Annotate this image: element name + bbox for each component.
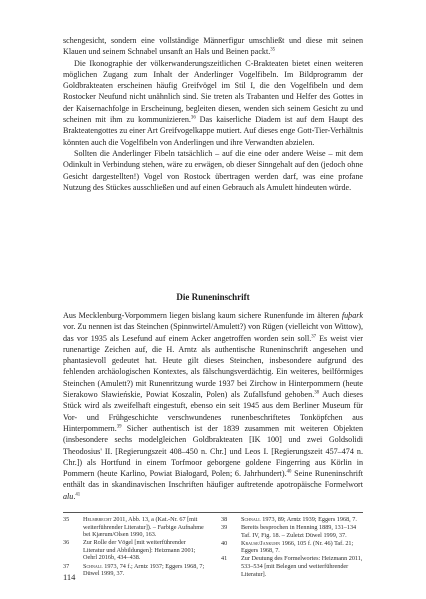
footnotes-left-column: [63, 516, 205, 578]
footnote-ref-40[interactable]: 40: [286, 469, 292, 475]
footnote-ref-39[interactable]: 39: [116, 424, 122, 430]
futhark-term: fuþark: [341, 311, 363, 320]
footnote-40: 40 Krause/Jankuhn 1966, 105 f. (Nr. 46) Taf. 21; Eggers 1968, 7.: [221, 539, 354, 555]
footnote-ref-38[interactable]: 38: [314, 390, 320, 396]
footnote-ref-37[interactable]: 37: [311, 333, 317, 339]
paragraph-runic: Aus Mecklenburg-Vorpommern liegen bislang kaum sichere Runenfunde im älteren fuþark vor. Zu nennen ist das Steinchen (Spinnwirtel/Amulett?) von Rügen (vielleicht von Wittow), das vor 1935 als Lesefund auf einem Acker angetroffen worden sein soll.$^{37}$ Es weist vier runenartige Zeichen auf, die H. Arntz als authentische Runeninschrift angesehen und phantasievoll gedeutet hat. Heute gilt dieses Steinchen, insbesondere aufgrund des fehlenden archäologischen Kontextes, als fälschungsverdächtig. Ein weiteres, beilförmiges Steinchen (Amulett?) mit Runenritzung wurde 1937 bei Zirchow in Hinterpommern (heute Sierakowo Sławieńskie, Powiat Koszalin, Polen) als Zufallsfund gehoben.$^{38}$ Auch dieses Stück wird als zweifelhaft eingestuft, ebenso ein seit 1945 aus dem Berliner Museum für Vor- und Frühgeschichte verschwundenes runenbeschriftetes Tonköpfchen aus Hinterpommern.$^{39}$ Sicher authentisch ist der 1839 zusammen mit weiteren Objekten (insbesondere sechs modelgleichen Goldbrakteaten [IK 100] und zwei Goldsolidi Theodosius' II. [Regierungszeit 408–450 n. Chr.] und Leos I. [Regierungszeit 457–474 n. Chr.]) als Hortfund in einem Torfmoor geborgene goldene Fingerring aus Körlin in Pommern (heute Karlino, Powiat Białogard, Polen; 6. Jahrhundert).$^{40}$ Seine Runeninschrift enthält das in skandinavischen Inschriften häufiger auftretende apotropäische Formelwort alu.$^{41}$: [63, 311, 363, 501]
section-heading: Die Runeninschrift: [176, 292, 250, 302]
footnote-41: 41 Zur Deutung des Formelwortes: Heizmann 2011, 533–534 [mit Belegen und weiterführender Literatur].: [221, 555, 363, 578]
body-text-runic: [63, 310, 363, 502]
footnote-ref-36[interactable]: 36: [190, 115, 196, 121]
alu-term: alu: [63, 491, 74, 501]
footnote-35: 35 Helmbrecht 2011, Abb. 13, a (Kat.-Nr. 67 [mit weiterführender Literatur]). – Farbige Aufnahme bei Kjærum/Olsen 1990, 163.: [63, 516, 204, 539]
footnote-39: 39 Bereits besprochen in Henning 1889, 131–134 Taf. IV, Fig. 18. – Zuletzt Düwel 1999, 37.: [221, 524, 357, 539]
footnote-38: 38 Schnall 1973, 89; Arntz 1939; Eggers 1968, 7.: [221, 516, 357, 523]
paragraph-iconography: Die Ikonographie der völkerwanderungszeitlichen C-Brakteaten bietet einen weiteren möglichen Zugang zum Inhalt der Anderlinger Vogelfibeln. Im Bildprogramm der Goldbrakteaten erscheinen häufig Greifvögel im Stil I, die den Vogelfibeln und dem Rostocker Neufund nicht unähnlich sind. Sie treten als Trabanten und Helfer des Gottes in der Kaisernachfolge in Erscheinung, begleiten diesen, wenden sich seinem Gesicht zu und scheinen mit ihm zu kommunizieren.$^{36}$ Das kaiserliche Diadem ist auf dem Haupt des Brakteatengottes zu einer Art Greifvogelkappe mutiert. Auf dieses enge Gott-Tier-Verhältnis könnten auch die Vogelfibeln von Anderlingen und ihre Verwandten abzielen.: [63, 58, 363, 147]
page-number: 114: [63, 572, 76, 582]
footnotes-right-column: [221, 516, 363, 579]
footnote-36: 36 Zur Rolle der Vögel [mit weiterführender Literatur und Abbildungen]: Heizmann 2001; Oehrl 2016b, 434–438.: [63, 539, 196, 562]
footnote-ref-41[interactable]: 41: [75, 492, 81, 498]
footnote-37: 37 Schnall 1973, 74 f.; Arntz 1937; Eggers 1968, 7; Düwel 1999, 37.: [63, 562, 205, 578]
footnote-ref-35[interactable]: 35: [270, 47, 276, 53]
paragraph-odinkult: Sollten die Anderlinger Fibeln tatsächlich – auf die eine oder andere Weise – mit dem Odinkult in Verbindung stehen, wäre zu erwägen, ob dieser Sinngehalt auf den (jedoch ohne Gesicht dargestellten!) Vogel von Rostock übertragen werden darf, was eine profane Nutzung des Stückes ausschließen und auf einen Gebrauch als Amulett hindeuten würde.: [63, 148, 363, 192]
body-text-upper: [63, 35, 363, 193]
footnote-divider: [63, 512, 363, 513]
paragraph-continuation: schengesicht, sondern eine vollständige Männerfigur umschließt und diese mit seinen Klauen und seinem Schnabel unsanft an Hals und Beinen packt.$^{35}$: [63, 36, 363, 57]
